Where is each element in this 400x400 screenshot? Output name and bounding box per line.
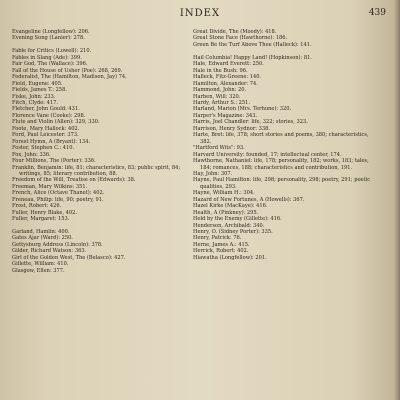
page-edge-shadow — [394, 0, 400, 400]
index-entry: Herrick, Robert: 402. — [193, 248, 249, 255]
index-entry: Foote, Mary Hallock: 402. — [12, 125, 80, 132]
index-entry: Great Stone Face (Hawthorne): 186. — [193, 35, 288, 42]
running-title: INDEX — [179, 8, 221, 19]
index-entry: Gillette, William: 410. — [12, 261, 69, 268]
index-entry: Gettysburg Address (Lincoln): 378. — [12, 241, 103, 248]
index-entry: Herne, James A.: 415. — [193, 241, 250, 248]
index-entry: Fables in Slang (Ade): 399. — [12, 54, 82, 61]
index-entry: Field, Eugene: 405. — [12, 80, 63, 87]
index-entry: Franklin, Benjamin: life, 81; characteristics, 83; public spirit, 84; writings, 85; literary contribution, 88. — [12, 164, 181, 177]
index-entry: Harvard University: founded, 17; intellectual center, 174. — [193, 151, 342, 158]
index-entry: Hale in the Bush: 96. — [193, 67, 248, 74]
index-entry: Forest Hymn, A (Bryant): 134. — [12, 138, 91, 145]
index-entry: Flute and Violin (Allen): 329, 330. — [12, 119, 100, 126]
index-entry: Glasgow, Ellen: 377. — [12, 267, 65, 274]
index-entry: Evening Song (Lanier): 278. — [12, 35, 85, 42]
index-entry: Freneau, Philip: life, 90; poetry, 91. — [12, 196, 104, 203]
index-entry: Garland, Hamlin: 400. — [12, 229, 70, 236]
index-entry: Florence Vane (Cooke): 298. — [12, 112, 86, 119]
index-entry: Fields, James T.: 258. — [12, 87, 68, 94]
index-entry: Harben, Will: 320. — [193, 93, 241, 100]
index-entry: Hazard of New Fortunes, A (Howells): 367. — [193, 196, 305, 203]
index-entry: Fletcher, John Gould: 431. — [12, 106, 80, 113]
index-entry: Gilder, Richard Watson: 363. — [12, 248, 87, 255]
index-entry: Freeman, Mary Wilkins: 351. — [12, 183, 88, 190]
index-entry: Hardy, Arthur S.: 251. — [193, 99, 250, 106]
index-entry: Halleck, Fitz-Greene: 140. — [193, 74, 262, 81]
index-entry: Henderson, Archibald: 340. — [193, 222, 265, 229]
index-entry: Hay, John: 307. — [193, 170, 233, 177]
index-entry: Four Millions, The (Porter): 336. — [12, 158, 96, 165]
index-entry: Fox, John: 336. — [12, 151, 51, 158]
index-entry: Harte, Bret: life, 378; short stories and poems, 380; characteristics, 382. — [193, 132, 369, 145]
index-entry: Foster, Stephen C.: 410. — [12, 145, 75, 152]
index-entry: Fuller, Henry Blake, 402. — [12, 209, 77, 216]
index-entry: Frost, Robert: 426. — [12, 203, 62, 210]
index-entry: Great Divide, The (Moody): 418. — [193, 29, 277, 35]
index-entry: Girl of the Golden West, The (Belasco): 427. — [12, 254, 126, 261]
index-entry: Hayne, William H.: 304. — [193, 190, 255, 197]
index-entry: Harland, Marion (Mrs. Terhune): 320. — [193, 106, 292, 113]
index-entry: Federalist, The (Hamilton, Madison, Jay) 74. — [12, 74, 127, 81]
index-entry: Fuller, Margaret: 153. — [12, 216, 70, 223]
index-entry: Hawthorne, Nathaniel: life, 178; personality, 182; works, 183; tales, 184; romances, 188; characteristics and contribution, 191. — [193, 158, 369, 171]
index-entry: Harrison, Henry Sydnor: 338. — [193, 125, 270, 132]
index-entry: Hammond, John: 20. — [193, 87, 247, 94]
index-entry: Health, A (Pinkney): 295. — [193, 209, 259, 216]
index-entry: Fitch, Clyde: 417. — [12, 99, 58, 106]
index-entry: Fair God, The (Wallace): 396. — [12, 61, 88, 68]
index-entry: Hail Columbia! Happy Land! (Hopkinson): 81. — [193, 54, 312, 61]
index-entry: Freedom of the Will, Treatise on (Edwards): 38. — [12, 177, 136, 184]
page-number: 439 — [368, 8, 386, 18]
page-header — [0, 8, 400, 22]
index-column-right — [193, 29, 373, 261]
index-entry: Henry, Patrick: 76. — [193, 235, 242, 242]
index-column-left — [12, 29, 184, 274]
index-entry: Hayne, Paul Hamilton: life, 298; personality, 298; poetry, 291; poetic qualities, 293. — [193, 177, 371, 190]
index-entry: Ford, Paul Leicester: 373. — [12, 132, 79, 139]
index-entry: Hale, Edward Everett: 250. — [193, 61, 264, 68]
index-entry: Harris, Joel Chandler: life, 322; stories, 323. — [193, 119, 308, 126]
index-entry: Fall of the House of Usher (Poe): 268, 269. — [12, 67, 123, 74]
index-entry: Hamilton, Alexander: 74. — [193, 80, 258, 87]
index-entry: "Hartford Wits": 93. — [193, 145, 245, 152]
index-entry: Evangeline (Longfellow): 206. — [12, 29, 90, 35]
index-entry: Hazel Kirke (MacKaye): 416. — [193, 203, 268, 210]
index-entry: Held by the Enemy (Gillette): 416. — [193, 216, 282, 223]
index-entry: Henry, O. (Sidney Porter): 335. — [193, 229, 273, 236]
index-entry: Fiske, John: 233. — [12, 93, 56, 100]
index-entry: Fable for Critics (Lowell): 210. — [12, 48, 92, 55]
index-entry: Hiawatha (Longfellow): 201. — [193, 254, 267, 261]
index-entry: Green Be the Turf Above Thee (Halleck): 141. — [193, 41, 312, 48]
index-entry: French, Alice (Octave Thanet): 402. — [12, 190, 105, 197]
index-entry: Harper's Magazine: 343. — [193, 112, 258, 119]
index-entry: Gates Ajar (Ward): 250. — [12, 235, 73, 242]
